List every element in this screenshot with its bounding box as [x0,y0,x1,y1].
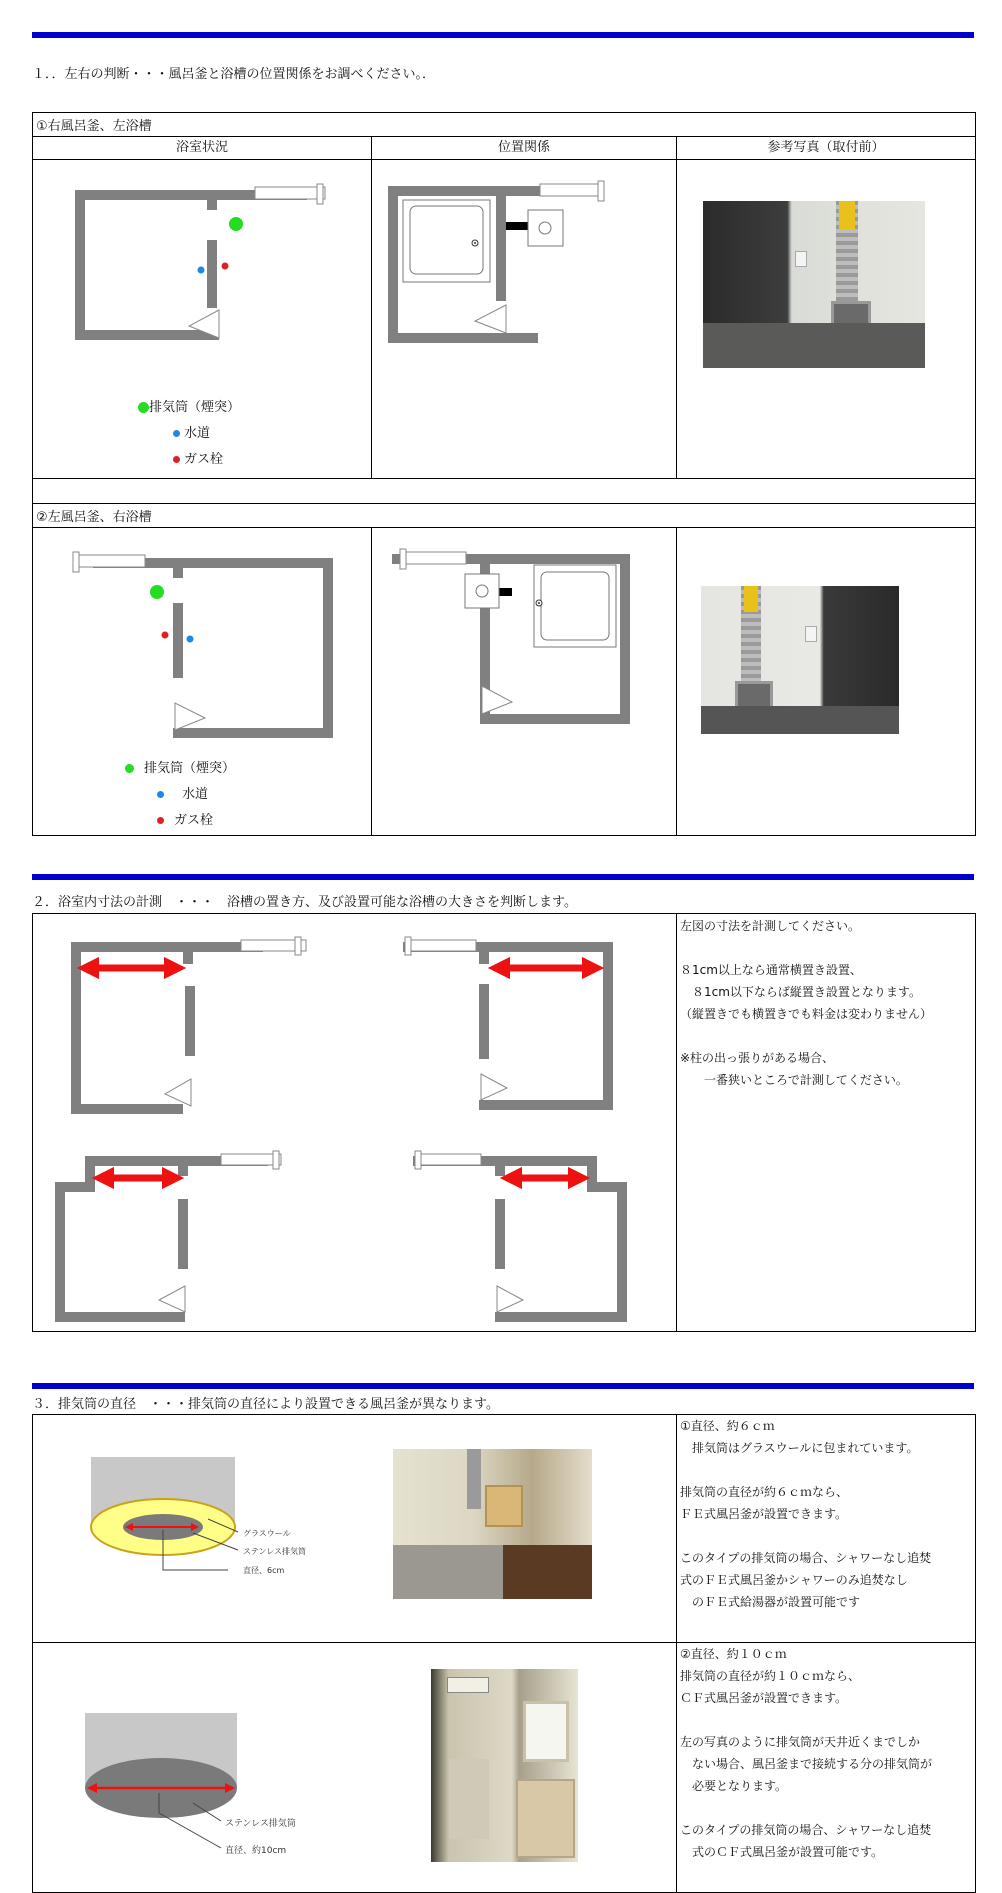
plan-top-right [403,937,613,1110]
pipe-10cm-diagram [33,1643,677,1892]
case2-legend [125,756,235,834]
legend-water [138,421,240,447]
case2-title: ②左風呂釜、右浴槽 [36,510,152,525]
section1-heading: １．．左右の判断・・・風呂釜と浴槽の位置関係をお調べください。． [32,67,436,82]
legend-chimney-label: 排気筒（煙突） [149,400,241,415]
section2-heading: ２．浴室内寸法の計測 ・・・ 浴槽の置き方、及び設置可能な浴槽の大きさを判断します。 [32,895,577,910]
pipe-6cm-note-cell [677,1415,976,1643]
measure-diagrams [33,914,677,1331]
legend-gas-label: ガス栓 [174,813,214,828]
case1-title: ①右風呂釜、左浴槽 [36,119,152,134]
col-header-photo: 参考写真（取付前） [677,137,976,160]
case2-position-cell [372,528,677,836]
pipe-10cm-note: ②直径、約１０ｃｍ 排気筒の直径が約１０ｃｍなら、 ＣＦ式風呂釜が設置できます。 左の写真のように排気筒が天井近くまでしか ない場合、風呂釜まで接続する分の排気筒が 必要となります。 このタイプの排気筒の場合、シャワーなし追焚 式のＣＦ式風呂釜が設置可能です。 [680,1647,933,1859]
plan-bottom-right [413,1151,627,1322]
legend-gas [138,447,240,473]
legend-water [125,782,235,808]
case1-reference-photo [703,201,925,368]
legend-gas-label: ガス栓 [184,452,224,467]
case1-bath-status-cell [33,160,372,479]
col-header-position: 位置関係 [372,137,677,160]
stainless-pipe-label: ステンレス排気筒 [225,1819,296,1829]
stainless-pipe-label: ステンレス排気筒 [243,1547,306,1556]
spacer-row [33,479,976,504]
case2-photo-cell [677,528,976,836]
case2-reference-photo [701,586,899,734]
plan-bottom-left [55,1151,281,1322]
pipe-10cm-cell [33,1643,677,1893]
case1-position-diagram [372,160,677,478]
section2-table [32,913,976,1332]
case1-position-cell [372,160,677,479]
legend-chimney-label: 排気筒（煙突） [144,761,236,776]
pipe-6cm-photo [393,1449,592,1599]
section3-table [32,1414,976,1893]
legend-water-label: 水道 [184,426,211,441]
measure-diagrams-cell [33,914,677,1332]
pipe-6cm-cell [33,1415,677,1643]
section2-divider [32,874,974,880]
legend-gas [125,808,235,834]
glass-wool-label: グラスウール [243,1529,291,1538]
chimney-dot-icon [138,402,149,413]
case2-position-diagram [372,528,677,835]
legend-chimney [125,756,235,782]
plan-top-left [71,937,306,1114]
diameter-6cm-label: 直径、6cm [243,1566,285,1575]
measure-note-cell [677,914,976,1332]
case1-legend [138,395,240,473]
gas-dot-icon [157,817,164,824]
measure-note: 左図の寸法を計測してください。 ８1cm以上なら通常横置き設置、 ８1cm以下ならば縦置き設置となります。 （縦置きでも横置きでも料金は変わりません） ※柱の出っ張りがある場合、 一番狭いところで計測してください。 [680,919,933,1087]
pipe-6cm-note: ①直径、約６ｃｍ 排気筒はグラスウールに包まれています。 排気筒の直径が約６ｃｍなら、 ＦＥ式風呂釜が設置できます。 このタイプの排気筒の場合、シャワーなし追焚 式のＦＥ式風呂釜かシャワーのみ追焚なし のＦＥ式給湯器が設置可能です [680,1419,932,1609]
pipe-10cm-photo [431,1669,578,1862]
pipe-icon [467,1449,481,1509]
gas-dot-icon [173,456,180,463]
water-dot-icon [173,430,180,437]
section1-divider [32,32,974,38]
water-dot-icon [157,791,164,798]
section1-table [32,112,976,836]
section3-divider [32,1383,974,1389]
pipe-10cm-note-cell [677,1643,976,1893]
case2-bath-status-cell [33,528,372,836]
col-header-bath-status: 浴室状況 [33,137,372,160]
chimney-dot-icon [125,764,134,773]
legend-water-label: 水道 [182,787,209,802]
case1-photo-cell [677,160,976,479]
diameter-10cm-label: 直径、約10cm [225,1846,287,1856]
section3-heading: ３．排気筒の直径 ・・・排気筒の直径により設置できる風呂釜が異なります。 [32,1397,499,1412]
legend-chimney [138,395,240,421]
